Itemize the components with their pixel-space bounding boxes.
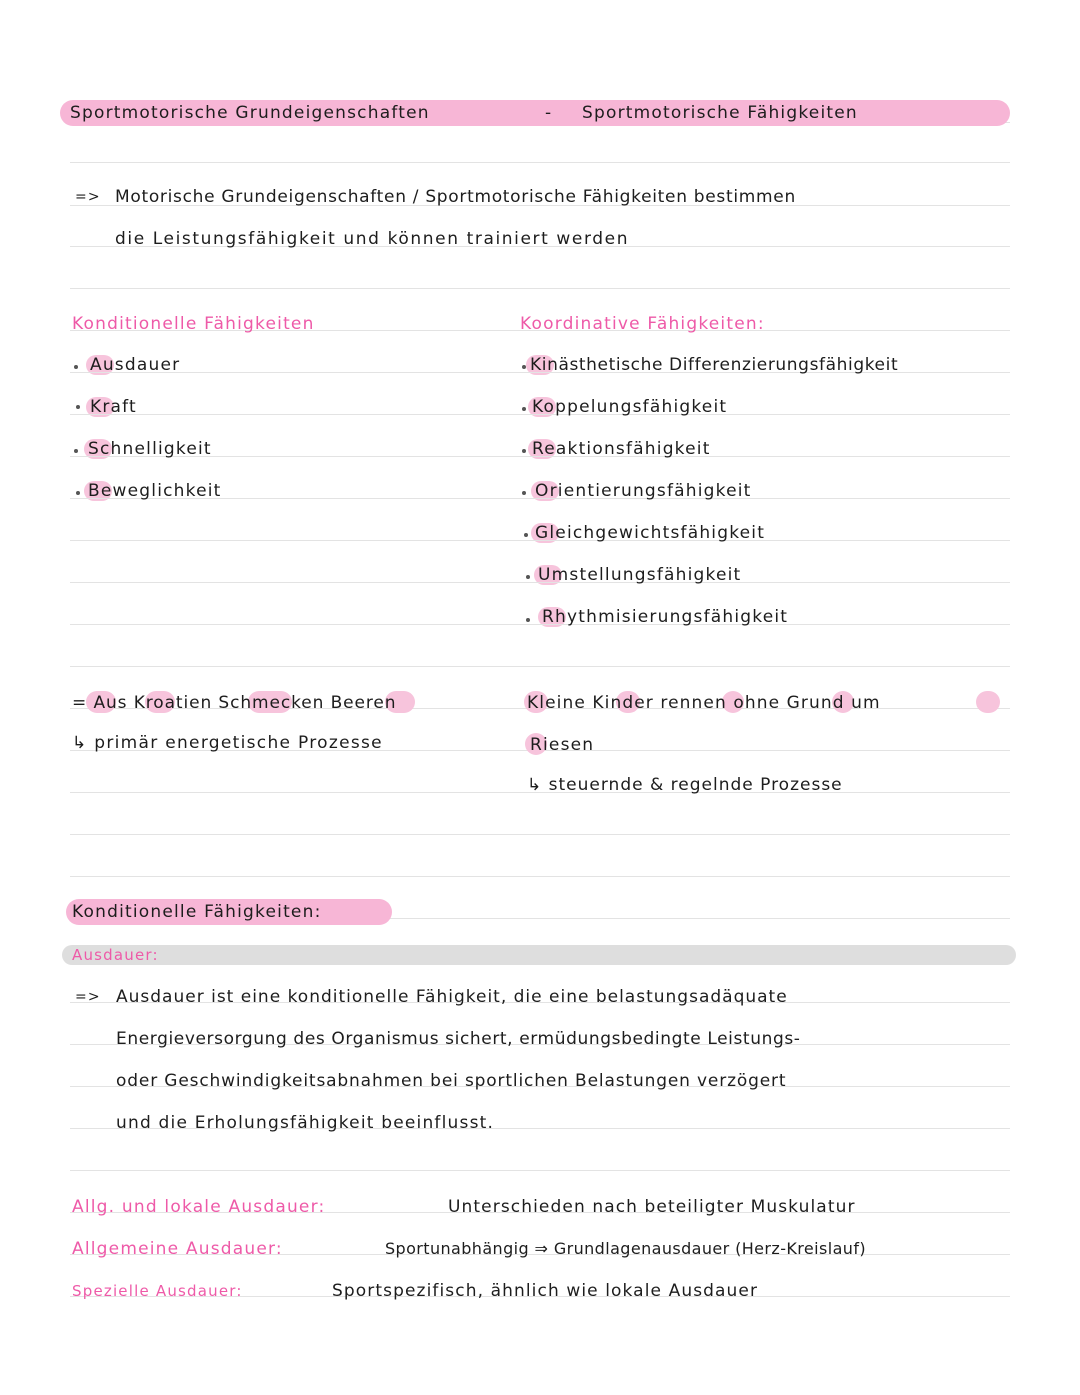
bullet (74, 449, 78, 453)
title-right: Sportmotorische Fähigkeiten (582, 103, 858, 123)
koordinative-mnemonic-line-1: Kleine Kinder rennen ohne Grund um (527, 693, 881, 713)
list-item: Ausdauer (90, 355, 181, 375)
bullet (76, 405, 80, 409)
definition-line-4: und die Erholungsfähigkeit beeinflusst. (116, 1113, 495, 1133)
list-item: Gleichgewichtsfähigkeit (535, 523, 766, 543)
definition-line-2: Energieversorgung des Organismus sichert, ermüdungsbedingte Leistungs- (116, 1029, 801, 1049)
konditionelle-heading: Konditionelle Fähigkeiten (72, 314, 315, 334)
definition-arrow: => (75, 989, 101, 1005)
bullet (74, 365, 78, 369)
list-item: Koppelungsfähigkeit (532, 397, 728, 417)
definition-line-3: oder Geschwindigkeitsabnahmen bei sportlichen Belastungen verzögert (116, 1071, 787, 1091)
type-label: Allgemeine Ausdauer: (72, 1239, 283, 1259)
bullet (522, 407, 526, 411)
list-item: Kinästhetische Differenzierungsfähigkeit (530, 355, 899, 375)
intro-line-1: Motorische Grundeigenschaften / Sportmotorische Fähigkeiten bestimmen (115, 187, 796, 207)
bullet (526, 618, 530, 622)
list-item: Reaktionsfähigkeit (532, 439, 711, 459)
konditionelle-mnemonic: = Aus Kroatien Schmecken Beeren (72, 693, 397, 713)
definition-line-1: Ausdauer ist eine konditionelle Fähigkeit, die eine belastungsadäquate (116, 987, 788, 1007)
bullet (76, 491, 80, 495)
type-text: Sportspezifisch, ähnlich wie lokale Ausdauer (332, 1281, 759, 1301)
list-item: Kraft (90, 397, 137, 417)
list-item: Rhythmisierungsfähigkeit (542, 607, 789, 627)
list-item: Beweglichkeit (88, 481, 222, 501)
type-label: Allg. und lokale Ausdauer: (72, 1197, 326, 1217)
bullet (526, 575, 530, 579)
bullet (524, 533, 528, 537)
title-dash: - (545, 103, 553, 123)
subheading-highlight (62, 945, 1016, 965)
koordinative-mnemonic-line-2: Riesen (530, 735, 595, 755)
list-item: Umstellungsfähigkeit (538, 565, 742, 585)
bullet (522, 449, 526, 453)
konditionelle-note: ↳ primär energetische Prozesse (72, 733, 383, 753)
title-left: Sportmotorische Grundeigenschaften (70, 103, 430, 123)
koordinative-heading: Koordinative Fähigkeiten: (520, 314, 765, 334)
section-subheading: Ausdauer: (72, 946, 159, 964)
bullet (522, 365, 526, 369)
intro-line-2: die Leistungsfähigkeit und können trainiert werden (115, 229, 630, 249)
type-text: Unterschieden nach beteiligter Muskulatur (448, 1197, 856, 1217)
type-text: Sportunabhängig ⇒ Grundlagenausdauer (Herz-Kreislauf) (385, 1239, 866, 1258)
section-heading: Konditionelle Fähigkeiten: (72, 902, 322, 922)
intro-arrow: => (75, 189, 101, 205)
bullet (522, 491, 526, 495)
list-item: Schnelligkeit (88, 439, 212, 459)
list-item: Orientierungsfähigkeit (535, 481, 752, 501)
koordinative-note: ↳ steuernde & regelnde Prozesse (527, 775, 843, 795)
type-label: Spezielle Ausdauer: (72, 1282, 243, 1300)
